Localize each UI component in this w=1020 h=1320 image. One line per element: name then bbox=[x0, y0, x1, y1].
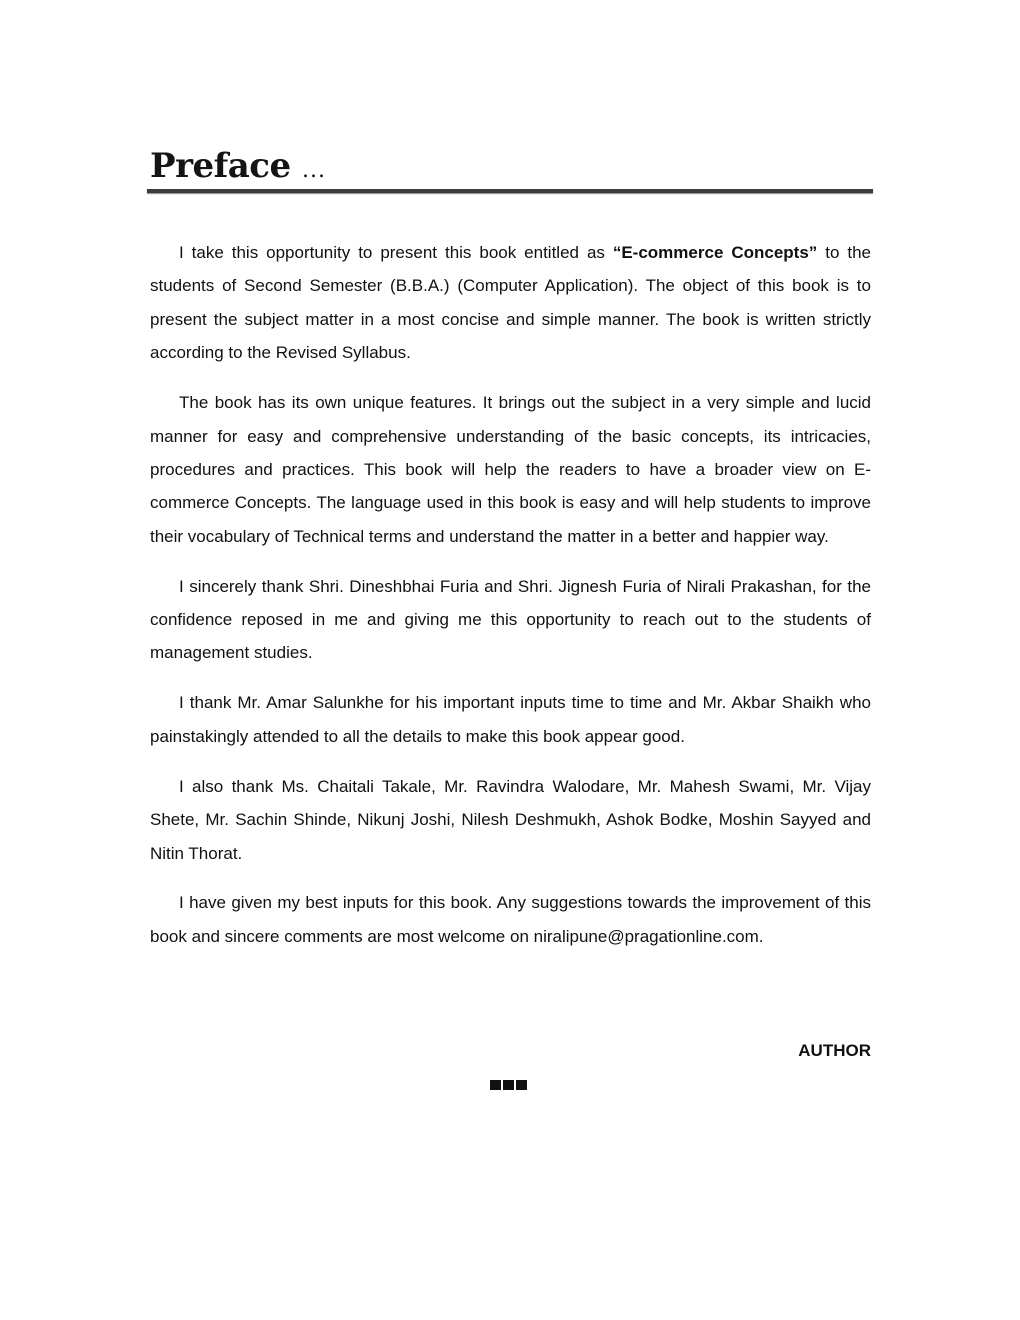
paragraph-6: I have given my best inputs for this book. Any suggestions towards the improvement of this book and sincere comments are most welcome on niralipune@pragationline.com. bbox=[150, 893, 871, 946]
paragraph-1 bbox=[150, 236, 871, 370]
preface-body bbox=[150, 236, 871, 970]
paragraph-3: I sincerely thank Shri. Dineshbhai Furia and Shri. Jignesh Furia of Nirali Prakashan, for the confidence reposed in me and giving me this opportunity to reach out to the students of management studies. bbox=[150, 576, 871, 663]
book-title-emphasis: “E-commerce Concepts” bbox=[612, 243, 818, 262]
title-ellipsis: ... bbox=[301, 158, 326, 183]
paragraph-1-post: to the students of Second Semester (B.B.A.) (Computer Application). The object of this book is to present the subject matter in a most concise and simple manner. The book is written strictly according to the Revised Syllabus. bbox=[150, 243, 871, 363]
author-signature: AUTHOR bbox=[798, 1041, 871, 1060]
end-square-icon bbox=[490, 1080, 501, 1090]
paragraph-1-pre: I take this opportunity to present this book entitled as bbox=[179, 243, 613, 262]
paragraph-5: I also thank Ms. Chaitali Takale, Mr. Ravindra Walodare, Mr. Mahesh Swami, Mr. Vijay Shete, Mr. Sachin Shinde, Nikunj Joshi, Nilesh Deshmukh, Ashok Bodke, Moshin Sayyed and Nitin Thorat. bbox=[150, 776, 871, 863]
end-square-icon bbox=[516, 1080, 527, 1090]
end-square-icon bbox=[503, 1080, 514, 1090]
page-title bbox=[150, 146, 326, 186]
paragraph-2: The book has its own unique features. It brings out the subject in a very simple and lucid manner for easy and comprehensive understanding of the basic concepts, its intricacies, procedures and practices. This book will help the readers to have a broader view on E-commerce Concepts. The language used in this book is easy and will help students to improve their vocabulary of Technical terms and understand the matter in a better and happier way. bbox=[150, 393, 871, 546]
heading bbox=[150, 144, 872, 193]
title-text: Preface bbox=[150, 146, 291, 186]
end-marks bbox=[490, 1080, 527, 1090]
title-underline bbox=[147, 189, 873, 193]
paragraph-4: I thank Mr. Amar Salunkhe for his important inputs time to time and Mr. Akbar Shaikh who painstakingly attended to all the details to make this book appear good. bbox=[150, 693, 871, 746]
